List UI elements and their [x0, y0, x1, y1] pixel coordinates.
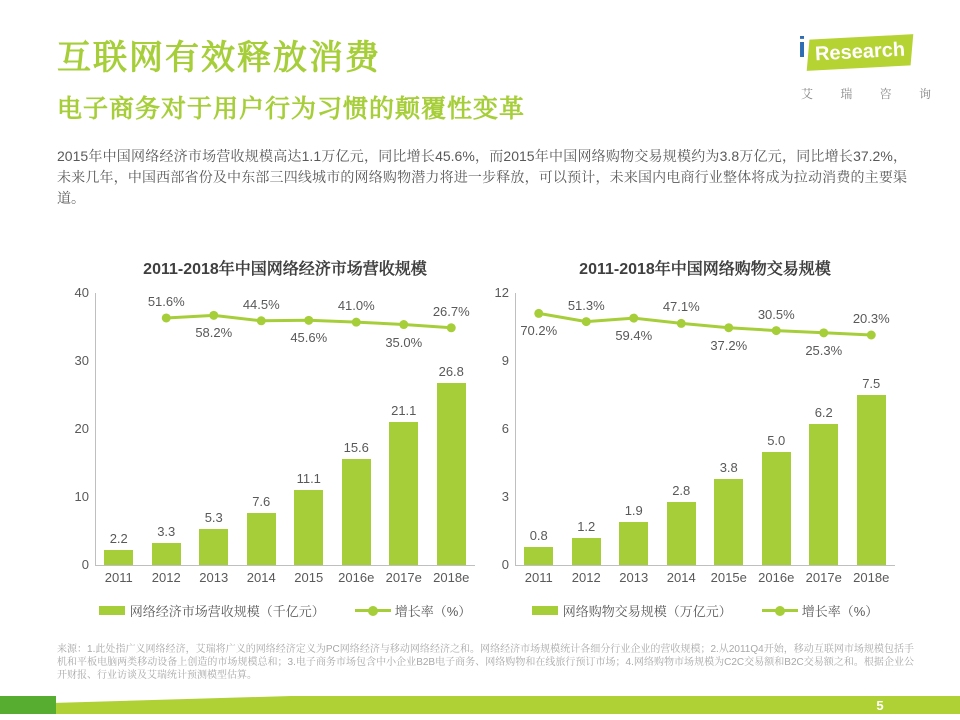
page-number: 5: [876, 698, 884, 713]
bar: [524, 547, 553, 565]
bar-value-label: 6.2: [814, 405, 833, 421]
y-axis-tick-label: 0: [501, 557, 509, 572]
growth-rate-label: 51.3%: [567, 297, 605, 313]
growth-rate-label: 26.7%: [432, 303, 470, 319]
y-axis-line: [95, 293, 96, 565]
growth-point: [867, 331, 876, 340]
logo-chinese-name: 艾 瑞 咨 询: [801, 87, 944, 101]
bar-value-label: 15.6: [343, 439, 369, 455]
bar: [667, 502, 696, 565]
growth-point: [582, 317, 591, 326]
logo-mark: [795, 33, 927, 75]
y-axis-tick-label: 30: [74, 353, 89, 368]
bar-value-label: 21.1: [391, 402, 417, 418]
legend-line-dot: [368, 606, 378, 616]
x-axis-category-label: 2013: [199, 570, 229, 585]
bar: [809, 424, 838, 565]
source-note: 来源：1.此处指广义网络经济，艾瑞将广义的网络经济定义为PC网络经济与移动网络经济之和。网络经济市场规模统计各细分行业企业的营收规模；2.从2011Q4开始，移动互联网市场规模包括手机和平板电脑两类移动设备上创造的市场规模总和；3.电子商务市场包含中小企业B2B电子商务、网络购物和在线旅行预订市场；4.网络购物市场规模为C2C交易额和B2C交易额之和。根据企业公开财报、行业访谈及艾瑞统计预测模型估算。: [57, 644, 914, 681]
x-axis-category-label: 2016e: [338, 570, 375, 585]
bar: [619, 522, 648, 565]
bar-value-label: 5.3: [204, 509, 223, 525]
growth-rate-label: 30.5%: [757, 306, 795, 322]
growth-rate-label: 41.0%: [337, 298, 375, 314]
y-axis-tick-label: 10: [74, 489, 89, 504]
growth-rate-label: 51.6%: [147, 293, 185, 309]
growth-point: [819, 328, 828, 337]
logo-i-letter: i: [798, 32, 807, 64]
bottom-bar-light-block: [56, 696, 960, 714]
legend-bar-swatch: [532, 606, 558, 615]
bar: [294, 490, 323, 565]
bar: [857, 395, 886, 565]
legend-line-marker: [355, 606, 391, 616]
growth-point: [352, 318, 361, 327]
bar-value-label: 1.2: [577, 518, 596, 534]
bar-value-label: 1.9: [624, 502, 643, 518]
x-axis-line: [95, 565, 475, 566]
legend-line-item: [762, 601, 879, 620]
legend-line-marker: [762, 606, 798, 616]
legend-bar-item: [99, 601, 325, 620]
x-axis-category-label: 2011: [104, 570, 133, 585]
bar: [152, 543, 181, 565]
growth-rate-label: 45.6%: [290, 330, 328, 346]
bar-value-label: 11.1: [296, 470, 321, 486]
bar-value-label: 2.2: [109, 531, 128, 547]
growth-rate-label: 37.2%: [710, 337, 748, 353]
y-axis-tick-label: 3: [501, 489, 509, 504]
bar: [762, 452, 791, 565]
x-axis-line: [515, 565, 895, 566]
growth-point: [772, 326, 781, 335]
growth-rate-label: 47.1%: [662, 299, 700, 315]
bar-value-label: 7.5: [862, 376, 881, 391]
page-title: 互联网有效释放消费: [57, 39, 381, 77]
y-axis-tick-label: 0: [81, 557, 89, 572]
x-axis-category-label: 2017e: [385, 570, 422, 585]
x-axis-category-label: 2014: [246, 570, 276, 585]
page-subtitle: 电子商务对于用户行为习惯的颠覆性变革: [57, 95, 526, 123]
iresearch-logo: [795, 32, 944, 102]
bar: [342, 459, 371, 565]
legend-bar-label: 网络购物交易规模（万亿元）: [562, 604, 732, 619]
growth-rate-label: 59.4%: [615, 328, 653, 344]
bottom-bar: [0, 696, 960, 714]
y-axis-tick-label: 6: [501, 421, 509, 436]
chart-title: 2011-2018年中国网络经济市场营收规模: [143, 261, 427, 278]
network-economy-chart: [75, 250, 495, 622]
legend-line-dot: [775, 606, 785, 616]
x-axis-category-label: 2011: [524, 570, 553, 585]
bar-value-label: 0.8: [529, 527, 548, 543]
x-axis-category-label: 2015: [294, 570, 324, 585]
x-axis-category-label: 2012: [151, 570, 181, 585]
x-axis-category-label: 2013: [619, 570, 649, 585]
growth-point: [447, 323, 456, 332]
growth-point: [534, 309, 543, 318]
intro-paragraph: 2015年中国网络经济市场营收规模高达1.1万亿元，同比增长45.6%，而2015年中国网络购物交易规模约为3.8万亿元，同比增长37.2%，未来几年，中国西部省份及中东部三四线城市的网络购物潜力将进一步释放，可以预计，未来国内电商行业整体将成为拉动消费的主要渠道。: [57, 148, 907, 206]
bar-value-label: 3.8: [719, 459, 738, 475]
legend: [75, 601, 495, 620]
legend-line-item: [355, 601, 472, 620]
legend-bar-item: [532, 601, 732, 620]
legend-bar-swatch: [99, 606, 125, 615]
bar: [104, 550, 133, 565]
bar: [199, 529, 228, 565]
bar-value-label: 26.8: [438, 363, 464, 379]
growth-rate-label: 44.5%: [242, 296, 280, 312]
x-axis-category-label: 2012: [571, 570, 601, 585]
logo-brand-name: Research: [814, 38, 906, 66]
x-axis-category-label: 2017e: [805, 570, 842, 585]
chart-title: 2011-2018年中国网络购物交易规模: [579, 261, 831, 278]
legend-line-label: 增长率（%）: [801, 604, 879, 619]
y-axis-tick-label: 40: [74, 285, 89, 300]
growth-point: [257, 316, 266, 325]
legend-line-label: 增长率（%）: [394, 604, 472, 619]
x-axis-category-label: 2018e: [853, 570, 890, 585]
bar: [714, 479, 743, 565]
x-axis-category-label: 2014: [666, 570, 696, 585]
online-shopping-chart: [495, 250, 915, 622]
growth-rate-label: 58.2%: [195, 325, 233, 341]
growth-rate-label: 25.3%: [805, 342, 843, 358]
growth-point: [209, 311, 218, 320]
legend-bar-label: 网络经济市场营收规模（千亿元）: [129, 604, 325, 619]
growth-point: [399, 320, 408, 329]
growth-point: [162, 313, 171, 322]
bar: [437, 383, 466, 565]
growth-point: [304, 316, 313, 325]
bar-value-label: 2.8: [672, 482, 691, 498]
x-axis-category-label: 2016e: [758, 570, 795, 585]
y-axis-tick-label: 12: [494, 285, 509, 300]
bar: [247, 513, 276, 565]
legend: [495, 601, 915, 620]
growth-rate-label: 35.0%: [385, 334, 423, 350]
growth-point: [677, 319, 686, 328]
bottom-bar-dark-block: [0, 696, 56, 714]
x-axis-category-label: 2018e: [433, 570, 470, 585]
logo-plate: [807, 34, 914, 71]
growth-point: [724, 323, 733, 332]
y-axis-tick-label: 9: [501, 353, 509, 368]
bar: [572, 538, 601, 565]
bar: [389, 422, 418, 565]
y-axis-tick-label: 20: [74, 421, 89, 436]
bar-value-label: 5.0: [767, 432, 786, 448]
growth-point: [629, 314, 638, 323]
bar-value-label: 7.6: [252, 494, 271, 510]
growth-rate-label: 20.3%: [852, 311, 890, 326]
growth-rate-label: 70.2%: [520, 323, 558, 339]
x-axis-category-label: 2015e: [710, 570, 747, 585]
bar-value-label: 3.3: [157, 523, 176, 539]
